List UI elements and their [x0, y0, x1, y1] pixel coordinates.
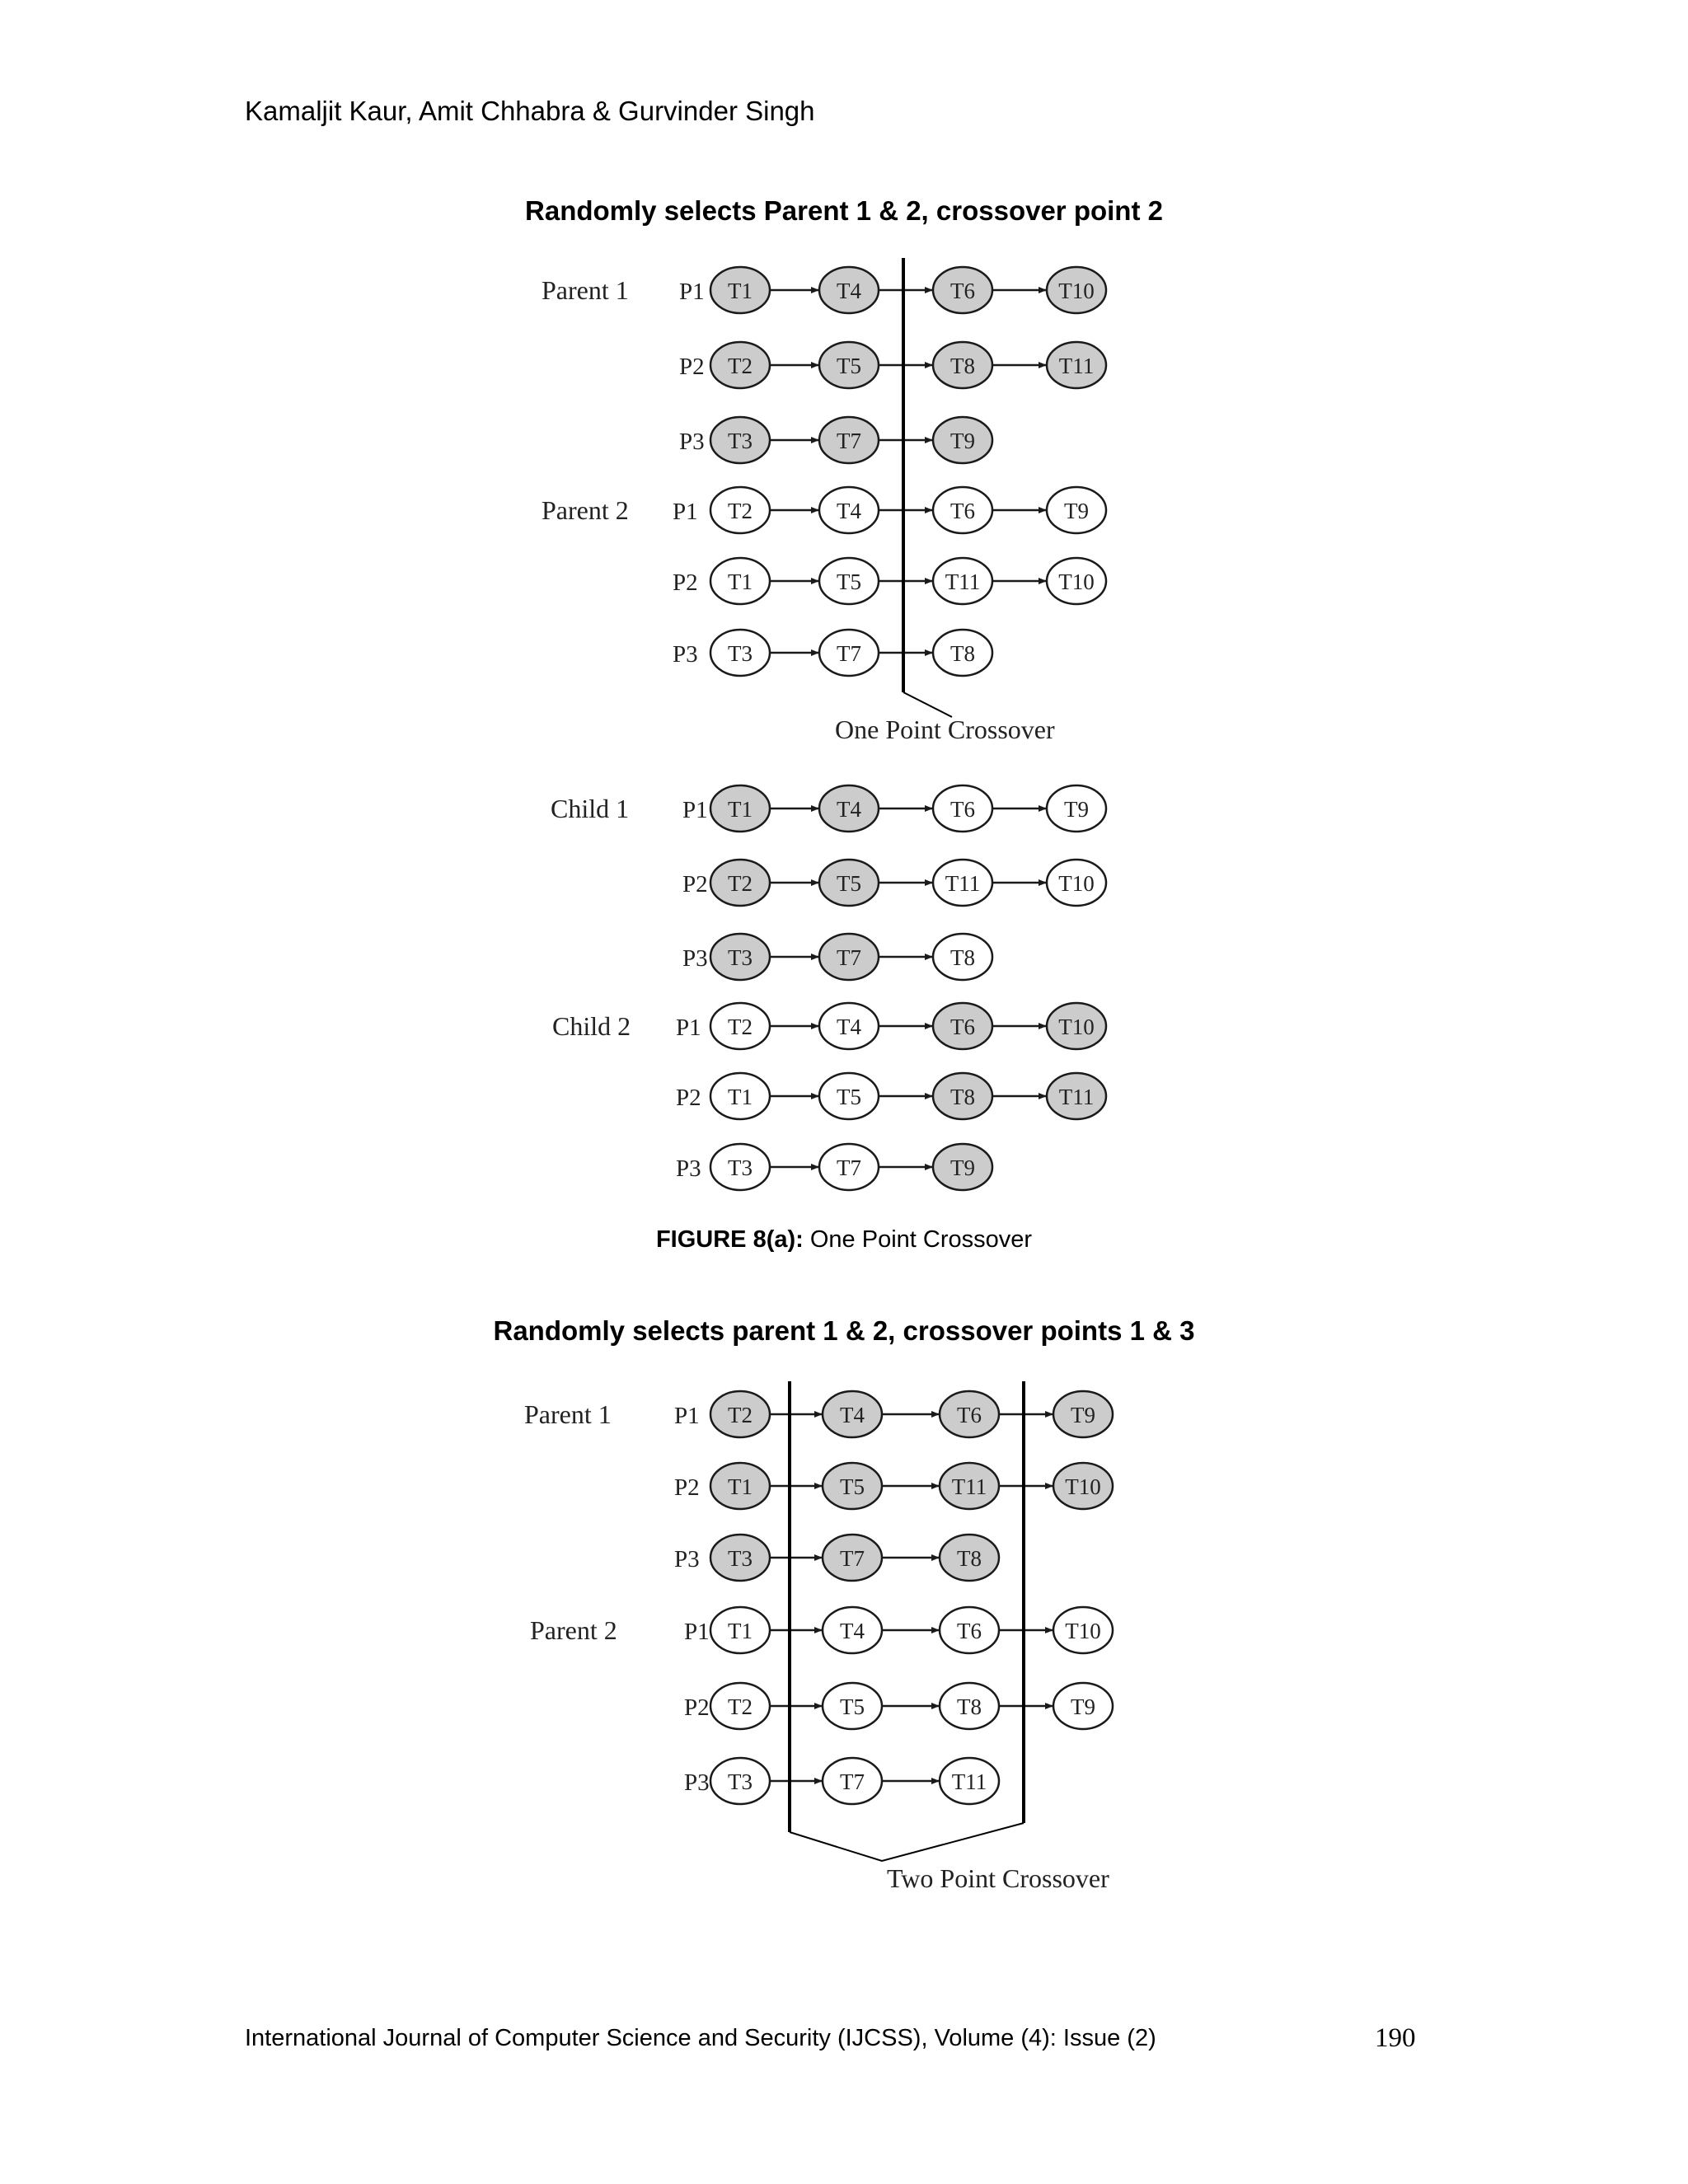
figb-task-label: T6: [957, 1619, 982, 1643]
figa-processor-label: P2: [682, 871, 708, 898]
figb-task-label: T9: [1071, 1403, 1095, 1427]
journal-footer: International Journal of Computer Science and Security (IJCSS), Volume (4): Issue (2): [245, 2025, 1156, 2051]
figa-processor-label: P2: [679, 354, 705, 380]
figa-task-label: T7: [837, 429, 861, 453]
figa-task-label: T2: [728, 354, 753, 378]
figa-processor-label: P3: [682, 945, 708, 972]
figb-task-label: T11: [951, 1474, 987, 1499]
figa-task-label: T3: [728, 945, 753, 970]
figb-task-label: T6: [957, 1403, 982, 1427]
figure-a-heading: Randomly selects Parent 1 & 2, crossover point 2: [525, 195, 1163, 226]
figa-task-label: T10: [1058, 569, 1095, 594]
page-number: 190: [1375, 2023, 1416, 2053]
figa-task-label: T7: [837, 1155, 861, 1180]
figb-processor-label: P3: [674, 1546, 700, 1572]
figa-task-label: T10: [1058, 871, 1095, 896]
figa-task-label: T8: [950, 945, 975, 970]
figa-task-label: T2: [728, 871, 753, 896]
figa-task-label: T10: [1058, 279, 1095, 303]
figb-group-label: Parent 2: [530, 1615, 617, 1645]
figure-a-caption: [0, 1226, 1688, 1254]
figure-a-caption-text: One Point Crossover: [803, 1226, 1033, 1253]
figb-processor-label: P1: [684, 1619, 710, 1645]
figa-task-label: T2: [728, 1015, 753, 1039]
figb-task-label: T2: [728, 1403, 753, 1427]
figa-task-label: T11: [945, 569, 981, 594]
figb-task-label: T5: [840, 1474, 865, 1499]
figb-processor-label: P3: [684, 1769, 710, 1796]
figb-task-label: T10: [1065, 1619, 1101, 1643]
figa-processor-label: P2: [673, 569, 698, 596]
figa-group-label: Parent 2: [542, 495, 629, 525]
figa-processor-label: P1: [673, 499, 698, 525]
figb-task-label: T11: [951, 1769, 987, 1794]
figa-task-label: T4: [837, 499, 861, 523]
figa-task-label: T5: [837, 871, 861, 896]
figa-processor-label: P1: [682, 797, 708, 823]
figa-task-label: T8: [950, 1085, 975, 1109]
figa-task-label: T6: [950, 279, 975, 303]
figa-task-label: T6: [950, 797, 975, 822]
figa-task-label: T1: [728, 279, 753, 303]
figa-task-label: T6: [950, 1015, 975, 1039]
figb-group-label: Parent 1: [524, 1399, 612, 1429]
figb-task-label: T3: [728, 1769, 753, 1794]
figb-task-label: T7: [840, 1769, 865, 1794]
figa-task-label: T5: [837, 1085, 861, 1109]
figa-task-label: T11: [945, 871, 981, 896]
figa-task-label: T5: [837, 354, 861, 378]
figa-processor-label: P1: [676, 1015, 701, 1041]
figb-task-label: T8: [957, 1694, 982, 1719]
figa-task-label: T11: [1058, 1085, 1095, 1109]
figb-task-label: T3: [728, 1546, 753, 1571]
figb-task-label: T7: [840, 1546, 865, 1571]
figa-task-label: T3: [728, 1155, 753, 1180]
figa-task-label: T8: [950, 641, 975, 666]
figa-task-label: T1: [728, 1085, 753, 1109]
figa-task-label: T2: [728, 499, 753, 523]
figa-processor-label: P1: [679, 279, 705, 305]
figa-group-label: Parent 1: [542, 275, 629, 305]
figb-task-label: T8: [957, 1546, 982, 1571]
figb-crossover-bracket: [790, 1823, 1024, 1861]
figa-group-label: Child 2: [552, 1011, 631, 1041]
running-header-authors: Kamaljit Kaur, Amit Chhabra & Gurvinder Singh: [245, 96, 815, 126]
figb-task-label: T2: [728, 1694, 753, 1719]
figa-crossover-label: One Point Crossover: [835, 715, 1055, 744]
figa-task-label: T5: [837, 569, 861, 594]
figb-task-label: T9: [1071, 1694, 1095, 1719]
figa-task-label: T9: [1064, 797, 1089, 822]
figa-task-label: T3: [728, 429, 753, 453]
figb-task-label: T1: [728, 1619, 753, 1643]
figa-processor-label: P3: [679, 429, 705, 455]
figa-task-label: T9: [950, 429, 975, 453]
figa-task-label: T1: [728, 797, 753, 822]
figa-group-label: Child 1: [551, 794, 630, 823]
figb-task-label: T1: [728, 1474, 753, 1499]
figb-task-label: T5: [840, 1694, 865, 1719]
figa-processor-label: P2: [676, 1085, 701, 1111]
figa-processor-label: P3: [673, 641, 698, 668]
figb-processor-label: P2: [674, 1474, 700, 1501]
figa-task-label: T8: [950, 354, 975, 378]
figa-task-label: T1: [728, 569, 753, 594]
figb-task-label: T4: [840, 1619, 865, 1643]
figb-processor-label: P2: [684, 1694, 710, 1721]
figa-task-label: T3: [728, 641, 753, 666]
figa-task-label: T6: [950, 499, 975, 523]
figa-task-label: T4: [837, 279, 861, 303]
figa-task-label: T4: [837, 1015, 861, 1039]
figa-task-label: T9: [1064, 499, 1089, 523]
figa-task-label: T10: [1058, 1015, 1095, 1039]
figa-task-label: T11: [1058, 354, 1095, 378]
figa-processor-label: P3: [676, 1155, 701, 1182]
figb-crossover-label: Two Point Crossover: [887, 1863, 1109, 1893]
figa-task-label: T7: [837, 945, 861, 970]
figa-task-label: T4: [837, 797, 861, 822]
figa-task-label: T9: [950, 1155, 975, 1180]
figb-task-label: T10: [1065, 1474, 1101, 1499]
figa-task-label: T7: [837, 641, 861, 666]
figure-b-heading: Randomly selects parent 1 & 2, crossover points 1 & 3: [493, 1315, 1195, 1346]
figb-processor-label: P1: [674, 1403, 700, 1429]
figb-task-label: T4: [840, 1403, 865, 1427]
figure-a-caption-label: FIGURE 8(a):: [655, 1226, 804, 1253]
